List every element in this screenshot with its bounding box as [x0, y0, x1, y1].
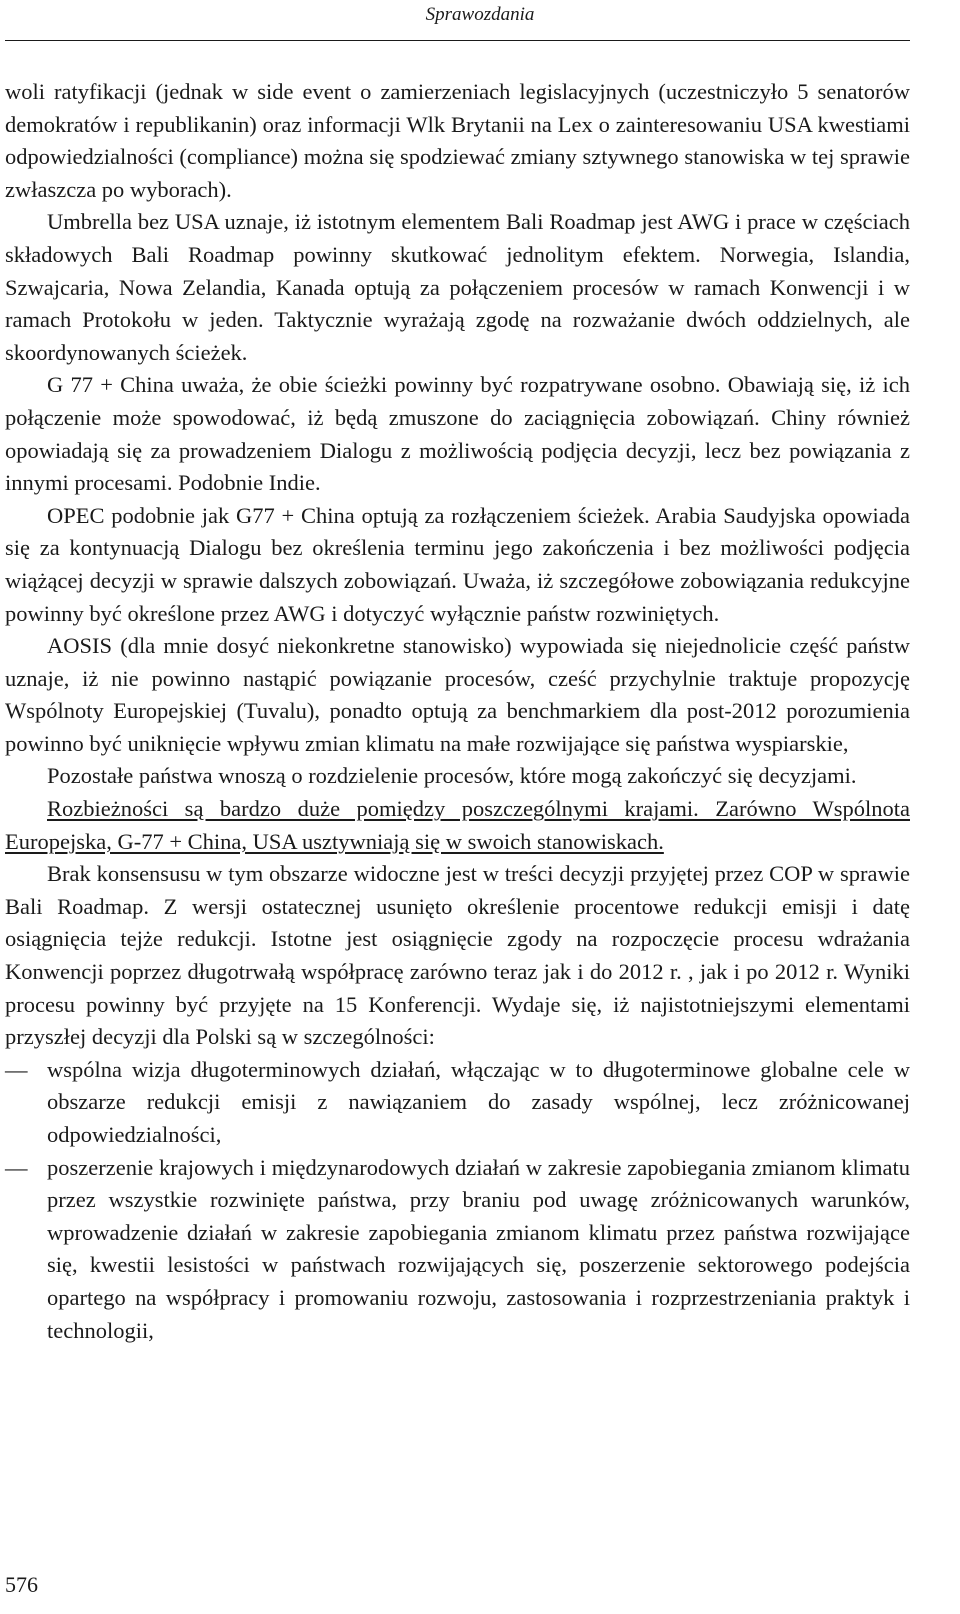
paragraph: AOSIS (dla mnie dosyć niekonkretne stanowisko) wypowiada się niejednolicie część państw uznaje, iż nie powinno nastąpić powiązanie procesów, cześć przychylnie traktuje propozycję Wspólnoty Europejskiej (Tuvalu), ponadto optują za benchmarkiem dla post-2012 porozumienia powinno być uniknięcie wpływu zmian klimatu na małe rozwijające się państwa wyspiarskie, — [5, 633, 910, 756]
paragraph: Umbrella bez USA uznaje, iż istotnym elementem Bali Roadmap jest AWG i prace w częściach składowych Bali Roadmap powinny skutkować jednolitym efektem. Norwegia, Islandia, Szwajcaria, Nowa Zelandia, Kanada optują za połączeniem procesów w ramach Konwencji i w ramach Protokołu w jeden. Taktycznie wyrażają zgodę na rozważanie dwóch oddzielnych, ale skoordynowanych ścieżek. — [5, 209, 910, 365]
paragraph: OPEC podobnie jak G77 + China optują za rozłączeniem ścieżek. Arabia Saudyjska opowiada się za kontynuacją Dialogu bez określenia terminu jego zakończenia i bez możliwości podjęcia wiążącej decyzji w sprawie dalszych zobowiązań. Uważa, iż szczegółowe zobowiązania redukcyjne powinny być określone przez AWG i dotyczyć wyłącznie państw rozwiniętych. — [5, 502, 910, 626]
list-dash: — — [5, 1056, 28, 1082]
body-text — [5, 76, 910, 1347]
paragraph: Brak konsensusu w tym obszarze widoczne jest w treści decyzji przyjętej przez COP w sprawie Bali Roadmap. Z wersji ostatecznej usunięto określenie procentowe redukcji emisji i datę osiągnięcia tejże redukcji. Istotne jest osiągnięcie zgody na rozpoczęcie procesu wdrażania Konwencji poprzez długotrwałą współpracę zarówno teraz jak i do 2012 r. , jak i po 2012 r. Wyniki procesu powinny być przyjęte na 15 Konferencji. Wydaje się, iż najistotniejszymi elementami przyszłej decyzji dla Polski są w szczególności: — [5, 861, 910, 1050]
paragraph: woli ratyfikacji (jednak w side event o zamierzeniach legislacyjnych (uczestniczyło 5 senatorów demokratów i republikanin) oraz informacji Wlk Brytanii na Lex o zainteresowaniu USA kwestiami odpowiedzialności (compliance) można się spodziewać zmiany sztywnego stanowiska w tej sprawie zwłaszcza po wyborach). — [5, 79, 910, 202]
header-rule — [5, 40, 910, 41]
list-item — [5, 1054, 910, 1152]
underlined-text: Rozbieżności są bardzo duże pomiędzy poszczególnymi krajami. Zarówno Wspólnota Europejska, G-77 + China, USA usztywniają się w swoich stanowiskach. — [5, 796, 910, 854]
underlined-paragraph — [5, 793, 910, 858]
paragraph: Pozostałe państwa wnoszą o rozdzielenie procesów, które mogą zakończyć się decyzjami. — [47, 763, 857, 789]
page-number: 576 — [5, 1572, 38, 1597]
list-item — [5, 1152, 910, 1348]
paragraph: G 77 + China uważa, że obie ścieżki powinny być rozpatrywane osobno. Obawiają się, iż ich połączenie może spowodować, iż będą zmuszone do zaciągnięcia zobowiązań. Chiny również opowiadają się za prowadzeniem Dialogu z możliwością podjęcia decyzji, lecz bez powiązania z innymi procesami. Podobnie Indie. — [5, 372, 910, 496]
list-dash: — — [5, 1154, 28, 1180]
list-item-text: poszerzenie krajowych i międzynarodowych działań w zakresie zapobiegania zmianom klimatu przez wszystkie rozwinięte państwa, przy braniu pod uwagę zróżnicowanych warunków, wprowadzenie działań w zakresie zapobiegania zmianom klimatu przez państwa rozwijające się, kwestii lesistości w państwach rozwijających się, poszerzenie sektorowego podejścia opartego na współpracy i promowaniu rozwoju, zastosowania i rozprzestrzeniania praktyk i technologii, — [47, 1154, 910, 1343]
list-item-text: wspólna wizja długoterminowych działań, włączając w to długoterminowe globalne cele w obszarze redukcji emisji z nawiązaniem do zasady wspólnej, lecz zróżnicowanej odpowiedzialności, — [47, 1056, 910, 1147]
running-header: Sprawozdania — [425, 4, 535, 25]
